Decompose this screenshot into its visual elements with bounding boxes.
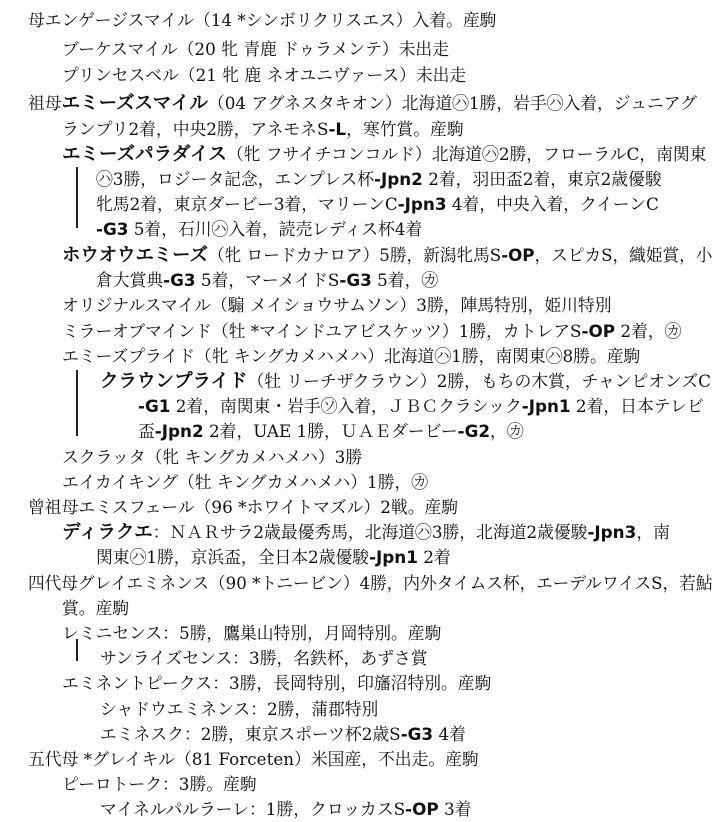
- produce-line: ピーロトーク：3勝。産駒: [62, 774, 257, 794]
- produce-line: サンライズセンス：3勝，名鉄杯，あずさ賞: [100, 648, 428, 668]
- produce-line-crown-pride: クラウンプライド（牡 リーチザクラウン）2勝，もちの木賞，チャンピオンズC: [100, 371, 711, 392]
- fourth-dam-line: 四代母グレイエミネンス（90 *トニービン）4勝，内外タイムス杯，エーデルワイスS，若鮎: [28, 573, 713, 593]
- produce-line: シャドウエミネンス：2勝，蒲郡特別: [100, 699, 379, 719]
- produce-line-cont: -G1 2着，南関東・岩手㋞入着，ＪＢＣクラシック-Jpn1 2着，日本テレビ: [138, 396, 704, 416]
- produce-line-cont: 牝馬2着，東京ダービー3着，マリーンC-Jpn3 4着，中央入着，クイーンC: [96, 194, 659, 214]
- indent-rule: [76, 370, 78, 436]
- produce-line-cont: ㋩3勝，ロジータ記念，エンプレス杯-Jpn2 2着，羽田盃2着，東京2歳優駿: [96, 169, 662, 189]
- produce-line: プリンセスベル（21 牝 鹿 ネオユニヴァース）未出走: [62, 65, 467, 85]
- produce-line: エミネスク：2勝，東京スポーツ杯2歳S-G3 4着: [100, 724, 466, 744]
- produce-line: オリジナルスマイル（騸 メイショウサムソン）3勝，陣馬特別，姫川特別: [62, 295, 612, 315]
- produce-line-cont: 倉大賞典-G3 5着，マーメイドS-G3 5着，㋕: [96, 270, 439, 290]
- produce-line-cont: -G3 5着，石川㋩入着，読売レディス杯4着: [96, 219, 423, 239]
- produce-line-houou-emmys: ホウオウエミーズ（牝 ロードカナロア）5勝，新潟牝馬S-OP，スピカS，織姫賞，小: [62, 245, 713, 266]
- produce-line-cont: 関東㋩1勝，京浜盃，全日本2歳優駿-Jpn1 2着: [96, 547, 451, 567]
- produce-line: ブーケスマイル（20 牝 青鹿 ドゥラメンテ）未出走: [62, 39, 449, 59]
- produce-line: マイネルパルラーレ：1勝，クロッカスS-OP 3着: [100, 799, 472, 819]
- produce-line-diraque: ディラクエ：ＮＡＲサラ2歳最優秀馬，北海道㋩3勝，北海道2歳優駿-Jpn3，南: [62, 522, 670, 543]
- produce-line: スクラッタ（牝 キングカメハメハ）3勝: [62, 447, 363, 467]
- produce-line: エイカイキング（牡 キングカメハメハ）1勝，㋕: [62, 472, 429, 492]
- fifth-dam-line: 五代母 *グレイキル（81 Forceten）米国産，不出走。産駒: [28, 749, 479, 769]
- great-granddam-line: 曾祖母エミスフェール（96 *ホワイトマズル）2戦。産駒: [28, 497, 459, 517]
- produce-line: エミーズプライド（牝 キングカメハメハ）北海道㋩1勝，南関東㋩8勝。産駒: [62, 346, 641, 366]
- dam-line: 母エンゲージスマイル（14 *シンボリクリスエス）入着。産駒: [28, 10, 497, 30]
- produce-line: ミラーオブマインド（牡 *マインドユアビスケッツ）1勝，カトレアS-OP 2着，㋕: [62, 321, 682, 341]
- granddam-line-cont: ランプリ2着，中央2勝，アネモネS-L，寒竹賞。産駒: [62, 119, 464, 139]
- produce-line: エミネントピークス：3勝，長岡特別，印旛沼特別。産駒: [62, 673, 492, 693]
- produce-line: レミニセンス：5勝，鷹巣山特別，月岡特別。産駒: [62, 623, 442, 643]
- produce-line-cont: 盃-Jpn2 2着，UAE 1勝，ＵＡＥダービー-G2，㋕: [138, 421, 524, 441]
- fourth-dam-line-cont: 賞。産駒: [62, 598, 130, 618]
- produce-line-emmys-paradise: エミーズパラダイス（牝 フサイチコンコルド）北海道㋩2勝，フローラルC，南関東: [62, 144, 707, 165]
- indent-rule: [76, 167, 78, 228]
- granddam-line: 祖母エミーズスマイル（04 アグネスタキオン）北海道㋩1勝，岩手㋩入着，ジュニアグ: [28, 93, 697, 114]
